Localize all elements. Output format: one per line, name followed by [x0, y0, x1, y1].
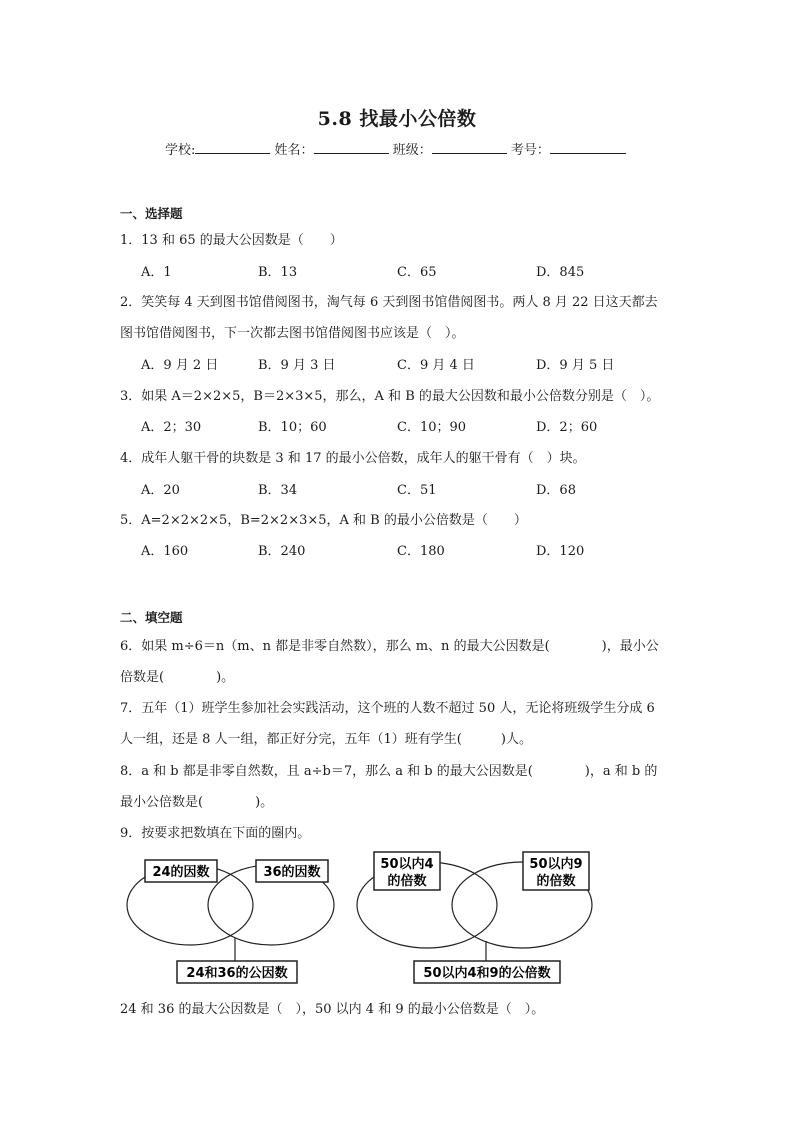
- question-8-line-2: 最小公倍数是( )。: [120, 795, 274, 810]
- question-4: 4．成年人躯干骨的块数是 3 和 17 的最小公倍数，成年人的躯干骨有（ ）块。: [120, 451, 586, 466]
- info-line: [165, 139, 626, 158]
- venn-diagram-factors: [125, 850, 355, 990]
- label-multiples-4-line-2: 的倍数: [387, 874, 427, 889]
- option-c: C．9 月 4 日: [397, 358, 475, 373]
- option-d: D．2；60: [536, 420, 598, 435]
- option-b: B．240: [258, 544, 306, 559]
- school-label: 学校:: [165, 143, 196, 158]
- class-blank[interactable]: [432, 139, 507, 154]
- option-c: C．10；90: [397, 420, 467, 435]
- option-a: A．20: [141, 483, 180, 498]
- page-title: 5.8 找最小公倍数: [317, 108, 477, 130]
- label-multiples-9-line-2: 的倍数: [536, 874, 576, 889]
- label-common-factors: 24和36的公因数: [186, 966, 288, 981]
- option-d: D．845: [536, 265, 585, 280]
- question-3: 3．如果 A＝2×2×5，B＝2×3×5，那么，A 和 B 的最大公因数和最小公倍数分别是（ ）。: [120, 389, 660, 404]
- option-a: A．160: [141, 544, 189, 559]
- exam-no-label: 考号：: [510, 143, 550, 158]
- option-b: B．13: [258, 265, 298, 280]
- venn-diagram-multiples: [352, 846, 622, 990]
- question-6-line-2: 倍数是( )。: [120, 670, 235, 685]
- question-2-line-1: 2．笑笑每 4 天到图书馆借阅图书，淘气每 6 天到图书馆借阅图书。两人 8 月 22 日这天都去: [120, 295, 658, 310]
- option-b: B．10；60: [258, 420, 327, 435]
- question-9-answer-line: 24 和 36 的最大公因数是（ ），50 以内 4 和 9 的最小公倍数是（ ）。: [120, 1002, 545, 1017]
- option-a: A．2；30: [141, 420, 202, 435]
- option-d: D．9 月 5 日: [536, 358, 615, 373]
- exam-no-blank[interactable]: [550, 139, 626, 154]
- label-common-multiples: 50以内4和9的公倍数: [423, 966, 551, 981]
- option-a: A．9 月 2 日: [141, 358, 219, 373]
- question-2-line-2: 图书馆借阅图书，下一次都去图书馆借阅图书应该是（ ）。: [120, 326, 465, 341]
- option-d: D．68: [536, 483, 576, 498]
- class-label: 班级：: [392, 143, 432, 158]
- option-c: C．180: [397, 544, 445, 559]
- option-a: A．1: [141, 265, 172, 280]
- label-multiples-4-line-1: 50以内4: [380, 857, 434, 872]
- question-8-line-1: 8．a 和 b 都是非零自然数，且 a÷b＝7，那么 a 和 b 的最大公因数是( )，a 和 b 的: [120, 764, 658, 779]
- label-36-factors: 36的因数: [263, 865, 321, 880]
- name-label: 姓名：: [274, 143, 314, 158]
- question-7-line-2: 人一组，还是 8 人一组，都正好分完，五年（1）班有学生( )人。: [120, 732, 532, 747]
- question-7-line-1: 7．五年（1）班学生参加社会实践活动，这个班的人数不超过 50 人，无论将班级学生分成 6: [120, 701, 655, 716]
- question-5: 5．A=2×2×2×5，B=2×2×3×5，A 和 B 的最小公倍数是（ ）: [120, 513, 527, 528]
- school-blank[interactable]: [195, 139, 270, 154]
- question-6-line-1: 6．如果 m÷6＝n（m、n 都是非零自然数），那么 m、n 的最大公因数是( )，最小公: [120, 639, 659, 654]
- label-multiples-9-line-1: 50以内9: [529, 857, 583, 872]
- name-blank[interactable]: [314, 139, 389, 154]
- section-heading: 二、填空题: [120, 610, 183, 625]
- question-9: 9．按要求把数填在下面的圈内。: [120, 826, 311, 841]
- option-d: D．120: [536, 544, 585, 559]
- option-b: B．9 月 3 日: [258, 358, 336, 373]
- section-heading: 一、选择题: [120, 206, 183, 221]
- label-24-factors: 24的因数: [152, 865, 210, 880]
- option-b: B．34: [258, 483, 298, 498]
- option-c: C．65: [397, 265, 437, 280]
- question-1: 1．13 和 65 的最大公因数是（ ）: [120, 233, 343, 248]
- option-c: C．51: [397, 483, 437, 498]
